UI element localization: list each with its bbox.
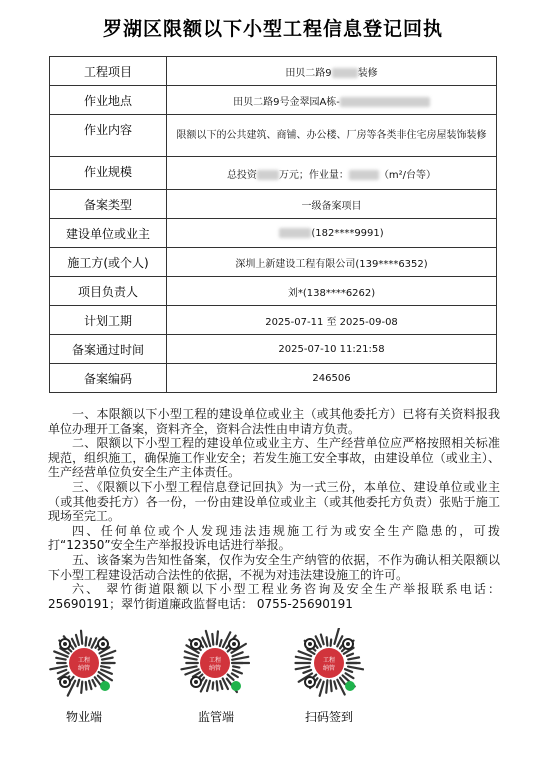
qr-ray — [86, 682, 87, 690]
qr-ray — [321, 635, 324, 645]
qr-ray — [220, 640, 222, 646]
qr-ray — [348, 667, 363, 670]
redacted-blur — [279, 228, 311, 238]
note-5: 五、该备案为告知性备案，仅作为安全生产纳管的依据，不作为确认相关限额以下小型工程建设活动合法性的依据，不视为对违法建设施工的许可。 — [48, 552, 500, 582]
qr-ray — [233, 652, 243, 656]
qr-label-checkin: 扫码签到 — [304, 710, 353, 724]
qr-center-text: 工程 — [77, 657, 91, 664]
table-row — [50, 57, 497, 86]
qr-ray — [232, 657, 248, 660]
qr-ray — [334, 628, 339, 644]
table-row — [50, 306, 497, 335]
qr-ray — [58, 670, 66, 673]
table-row — [50, 219, 497, 248]
qr-ray — [92, 680, 95, 686]
qr-center-text: 工程 — [322, 657, 336, 664]
row-value-code: 246506 — [167, 364, 497, 393]
qr-center-text: 纳管 — [322, 665, 336, 672]
qr-ray — [346, 673, 354, 678]
page-title: 罗湖区限额以下小型工程信息登记回执 — [102, 18, 443, 40]
qr-ray — [327, 637, 328, 645]
row-label-location: 作业地点 — [50, 86, 167, 115]
row-value-scale: 总投资 万元；作业量： （m²/台等） — [167, 157, 497, 190]
redacted-blur — [257, 170, 279, 180]
table-row — [50, 248, 497, 277]
qr-ray — [89, 681, 91, 689]
qr-ray — [317, 680, 321, 688]
table-row — [50, 86, 497, 115]
note-6: 六、 翠竹街道限额以下小型工程业务咨询及安全生产举报联系电话： 25690191；翠竹街道廉政监督电话： 0755-25690191 — [48, 582, 500, 611]
qr-ray — [348, 657, 359, 659]
qr-ray — [345, 669, 352, 672]
qr-eye-dot — [232, 642, 236, 646]
qr-code-graphic — [180, 628, 250, 698]
qr-ray — [213, 682, 214, 688]
qr-code-property[interactable] — [49, 628, 119, 698]
qr-ray — [326, 680, 327, 693]
note-1: 一、本限额以下小型工程的建设单位或业主（或其他委托方）已将有关资料报我单位办理开工备案，资料齐全，资料合法性由申请方负责。 — [48, 407, 500, 436]
row-value-manager: 刘*(138****6262) — [167, 277, 497, 306]
row-label-project: 工程项目 — [50, 57, 167, 86]
qr-ray — [331, 681, 332, 692]
row-value-approved-time: 2025-07-10 11:21:58 — [167, 335, 497, 364]
qr-center-text: 纳管 — [208, 665, 222, 672]
note-3: 三、《限额以下小型工程信息登记回执》为一式三份，本单位、建设单位或业主（或其他委托方）各一份，一份由建设单位或业主（或其他委托方负责）张贴于施工现场至完工。 — [48, 479, 500, 524]
qr-code-graphic — [49, 628, 119, 698]
qr-ray — [56, 658, 65, 660]
qr-ray — [72, 639, 76, 647]
table-row — [50, 335, 497, 364]
qr-code-checkin[interactable] — [294, 628, 364, 698]
row-value-content: 限额以下的公共建筑、商铺、办公楼、厂房等各类非住宅房屋装饰装修 — [167, 115, 497, 157]
qr-ray — [101, 666, 110, 668]
qr-ray — [347, 654, 353, 656]
qr-ray — [220, 681, 222, 689]
table-row — [50, 277, 497, 306]
note-2: 二、限额以下小型工程的建设单位或业主方、生产经营单位应严格按照相关标准规范，组织施工，确保施工作业安全；若发生施工安全事故，由建设单位（或业主）、生产经营单位负安全生产主体责任。 — [48, 436, 500, 480]
qr-center-text: 工程 — [208, 657, 222, 664]
qr-label-supervision: 监管端 — [197, 710, 234, 724]
row-value-project: 田贝二路9 装修 — [167, 57, 497, 86]
row-value-contractor: 深圳上新建设工程有限公司(139****6352) — [167, 248, 497, 277]
qr-ray — [331, 640, 332, 646]
qr-center-text: 纳管 — [77, 665, 91, 672]
redacted-blur — [349, 170, 379, 180]
qr-ray — [233, 666, 239, 667]
qr-eye-dot — [194, 642, 198, 646]
qr-ray — [102, 658, 113, 660]
qr-ray — [233, 670, 242, 673]
info-table — [49, 56, 497, 393]
qr-ray — [296, 657, 311, 660]
qr-eye-dot — [308, 642, 312, 646]
notes-section — [48, 407, 500, 611]
qr-ray — [50, 666, 67, 669]
miniprogram-badge-icon — [100, 681, 110, 691]
qr-ray — [212, 634, 213, 645]
row-value-owner: (182****9991) — [167, 219, 497, 248]
qr-ray — [185, 657, 197, 659]
qr-ray — [86, 637, 87, 645]
redacted-blur — [332, 68, 358, 78]
qr-ray — [307, 650, 314, 654]
qr-ray — [303, 670, 311, 673]
redacted-blur — [340, 97, 430, 107]
qr-eye-dot — [346, 642, 350, 646]
qr-ray — [296, 667, 310, 670]
qr-ray — [207, 681, 210, 691]
row-value-type: 一级备案项目 — [167, 190, 497, 219]
qr-label-property: 物业端 — [65, 710, 102, 724]
qr-ray — [181, 666, 196, 669]
row-label-content: 作业内容 — [50, 115, 167, 157]
row-label-scale: 作业规模 — [50, 157, 167, 190]
qr-ray — [217, 631, 218, 644]
qr-eye-dot — [63, 680, 67, 684]
qr-ray — [320, 682, 324, 696]
qr-ray — [76, 635, 79, 645]
note-4: 四、任何单位或个人发现违法违规施工行为或安全生产隐患的，可拨打“12350”安全生产举报投诉电话进行举报。 — [48, 523, 500, 553]
qr-ray — [217, 681, 218, 690]
row-label-type: 备案类型 — [50, 190, 167, 219]
miniprogram-badge-icon — [231, 681, 241, 691]
qr-eye-dot — [63, 642, 67, 646]
row-label-schedule: 计划工期 — [50, 306, 167, 335]
table-row — [50, 364, 497, 393]
row-value-schedule: 2025-07-11 至 2025-09-08 — [167, 306, 497, 335]
qr-ray — [340, 678, 345, 684]
qr-ray — [81, 682, 82, 693]
table-row — [50, 190, 497, 219]
row-label-manager: 项目负责人 — [50, 277, 167, 306]
qr-code-graphic — [294, 628, 364, 698]
row-label-approved-time: 备案通过时间 — [50, 335, 167, 364]
qr-eye-dot — [194, 680, 198, 684]
table-row — [50, 115, 497, 157]
qr-ray — [77, 680, 79, 686]
qr-code-supervision[interactable] — [180, 628, 250, 698]
miniprogram-badge-icon — [345, 681, 355, 691]
qr-eye-dot — [101, 642, 105, 646]
qr-ray — [101, 670, 112, 674]
qr-ray — [232, 673, 238, 677]
qr-ray — [228, 675, 234, 680]
qr-ray — [89, 639, 91, 646]
qr-ray — [81, 631, 82, 644]
row-label-contractor: 施工方(或个人) — [50, 248, 167, 277]
qr-ray — [334, 681, 336, 688]
row-value-location: 田贝二路9号金翠园A栋- — [167, 86, 497, 115]
row-label-code: 备案编码 — [50, 364, 167, 393]
qr-eye-dot — [308, 680, 312, 684]
qr-ray — [202, 638, 206, 647]
row-label-owner: 建设单位或业主 — [50, 219, 167, 248]
table-row — [50, 157, 497, 190]
